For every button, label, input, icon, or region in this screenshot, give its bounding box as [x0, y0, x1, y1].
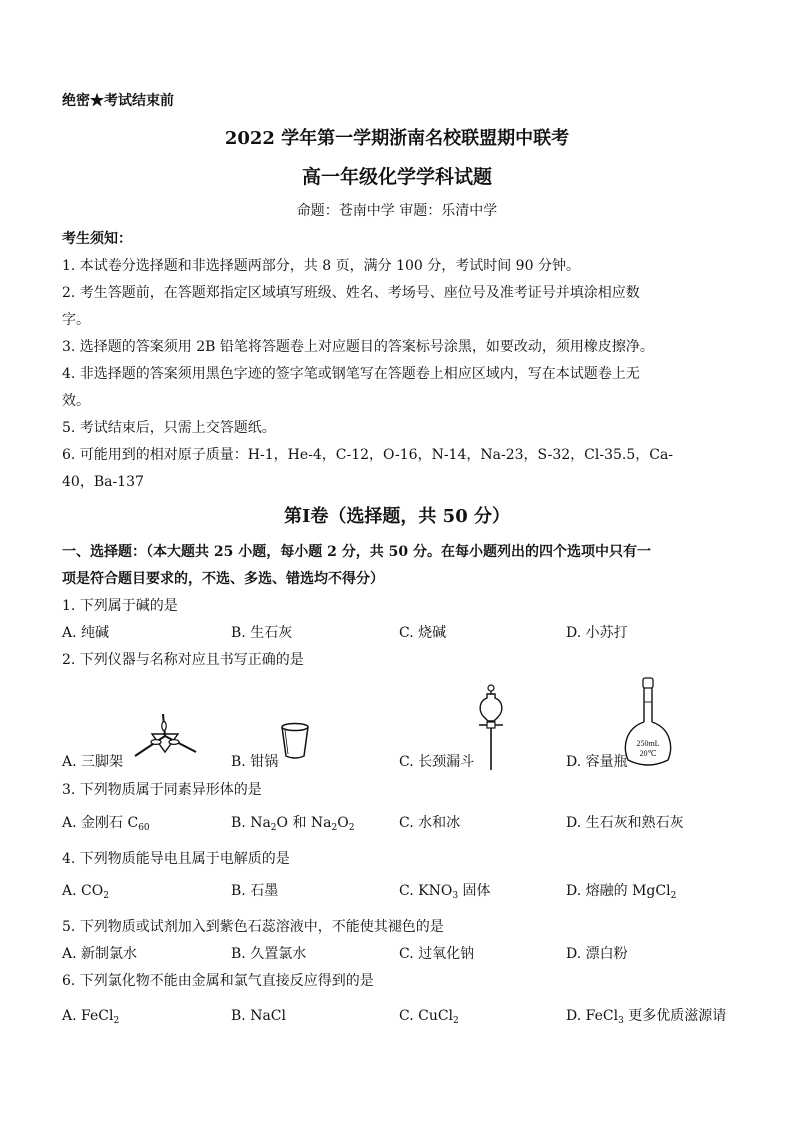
exam-title: 2022 学年第一学期浙南名校联盟期中联考	[224, 128, 570, 149]
exam-authors: 命题：苍南中学 审题：乐清中学	[296, 203, 498, 219]
option-a: A. 金刚石 $C_{60}$	[62, 815, 150, 833]
option-b: B. 钳锅	[231, 754, 279, 770]
volumetric-flask-figure	[620, 676, 676, 772]
option-d: D. FeCl$_3$ 更多优质滋源请	[566, 1008, 727, 1026]
option-a: A. 新制氯水	[62, 946, 138, 962]
confidential-label: 绝密★考试结束前	[62, 93, 174, 109]
flask-volume-label: 250mL	[636, 739, 660, 748]
option-d: D. 漂白粉	[566, 946, 628, 962]
tripod-figure	[132, 712, 198, 758]
option-c: C. 长颈漏斗	[399, 754, 475, 770]
option-b: B. 石墨	[231, 883, 279, 899]
option-a: A. 三脚架	[62, 754, 124, 770]
option-c: C. 过氧化钠	[399, 946, 475, 962]
option-d: D. 生石灰和熟石灰	[566, 815, 684, 831]
section-title: 第Ⅰ卷（选择题，共 50 分）	[283, 506, 510, 527]
exam-subtitle: 高一年级化学学科试题	[301, 166, 492, 188]
option-c: C. $KNO_3$ 固体	[399, 883, 491, 901]
option-d: D. 熔融的 MgCl$_2$	[566, 883, 677, 901]
notice-item: 4. 非选择题的答案须用黑色字迹的签字笔或钢笔写在答题卷上相应区域内，写在本试题卷上无	[62, 366, 640, 382]
option-c: C. CuCl$_2$	[399, 1008, 459, 1026]
section-instruction: 项是符合题目要求的，不选、多选、错选均不得分）	[62, 571, 384, 587]
option-c: C. 烧碱	[399, 625, 447, 641]
option-d: D. 小苏打	[566, 625, 628, 641]
notice-item: 1. 本试卷分选择题和非选择题两部分，共 8 页，满分 100 分，考试时间 90 分钟。	[62, 258, 580, 274]
section-instruction: 一、选择题：（本大题共 25 小题，每小题 2 分，共 50 分。在每小题列出的四个选项中只有一	[62, 544, 651, 560]
option-a: A. 纯碱	[62, 625, 110, 641]
option-b: B. 久置氯水	[231, 946, 307, 962]
question-stem: 1. 下列属于碱的是	[62, 598, 178, 614]
question-stem: 3. 下列物质属于同素异形体的是	[62, 782, 262, 798]
option-b: B. 生石灰	[231, 625, 293, 641]
flask-temperature-label: 20℃	[639, 749, 657, 758]
question-stem: 2. 下列仪器与名称对应且书写正确的是	[62, 652, 304, 668]
option-d: D. 容量瓶	[566, 754, 628, 770]
notice-item: 效。	[62, 393, 90, 409]
option-b: B. NaCl	[231, 1008, 286, 1024]
notice-item: 6. 可能用到的相对原子质量：H-1，He-4，C-12，O-16，N-14，Na-23，S-32，Cl-35.5，Ca-	[62, 447, 674, 463]
notice-item: 5. 考试结束后，只需上交答题纸。	[62, 420, 276, 436]
separatory-funnel-figure	[476, 684, 506, 772]
option-b: B. $Na_2O$ 和 $Na_2O_2$	[231, 815, 355, 833]
notice-item: 字。	[62, 312, 90, 328]
notice-item: 40，Ba-137	[62, 474, 144, 490]
option-c: C. 水和冰	[399, 815, 461, 831]
option-a: A. FeCl$_2$	[62, 1008, 120, 1026]
notice-heading: 考生须知：	[62, 231, 132, 247]
option-a: A. $CO_2$	[62, 883, 109, 901]
crucible-figure	[280, 722, 310, 760]
question-stem: 5. 下列物质或试剂加入到紫色石蕊溶液中，不能使其褪色的是	[62, 919, 444, 935]
question-stem: 6. 下列氯化物不能由金属和氯气直接反应得到的是	[62, 973, 374, 989]
notice-item: 2. 考生答题前，在答题郑指定区域填写班级、姓名、考场号、座位号及准考证号并填涂相应数	[62, 285, 640, 301]
notice-item: 3. 选择题的答案须用 2B 铅笔将答题卷上对应题目的答案标号涂黑，如要改动，须用橡皮擦净。	[62, 339, 654, 355]
question-stem: 4. 下列物质能导电且属于电解质的是	[62, 851, 290, 867]
